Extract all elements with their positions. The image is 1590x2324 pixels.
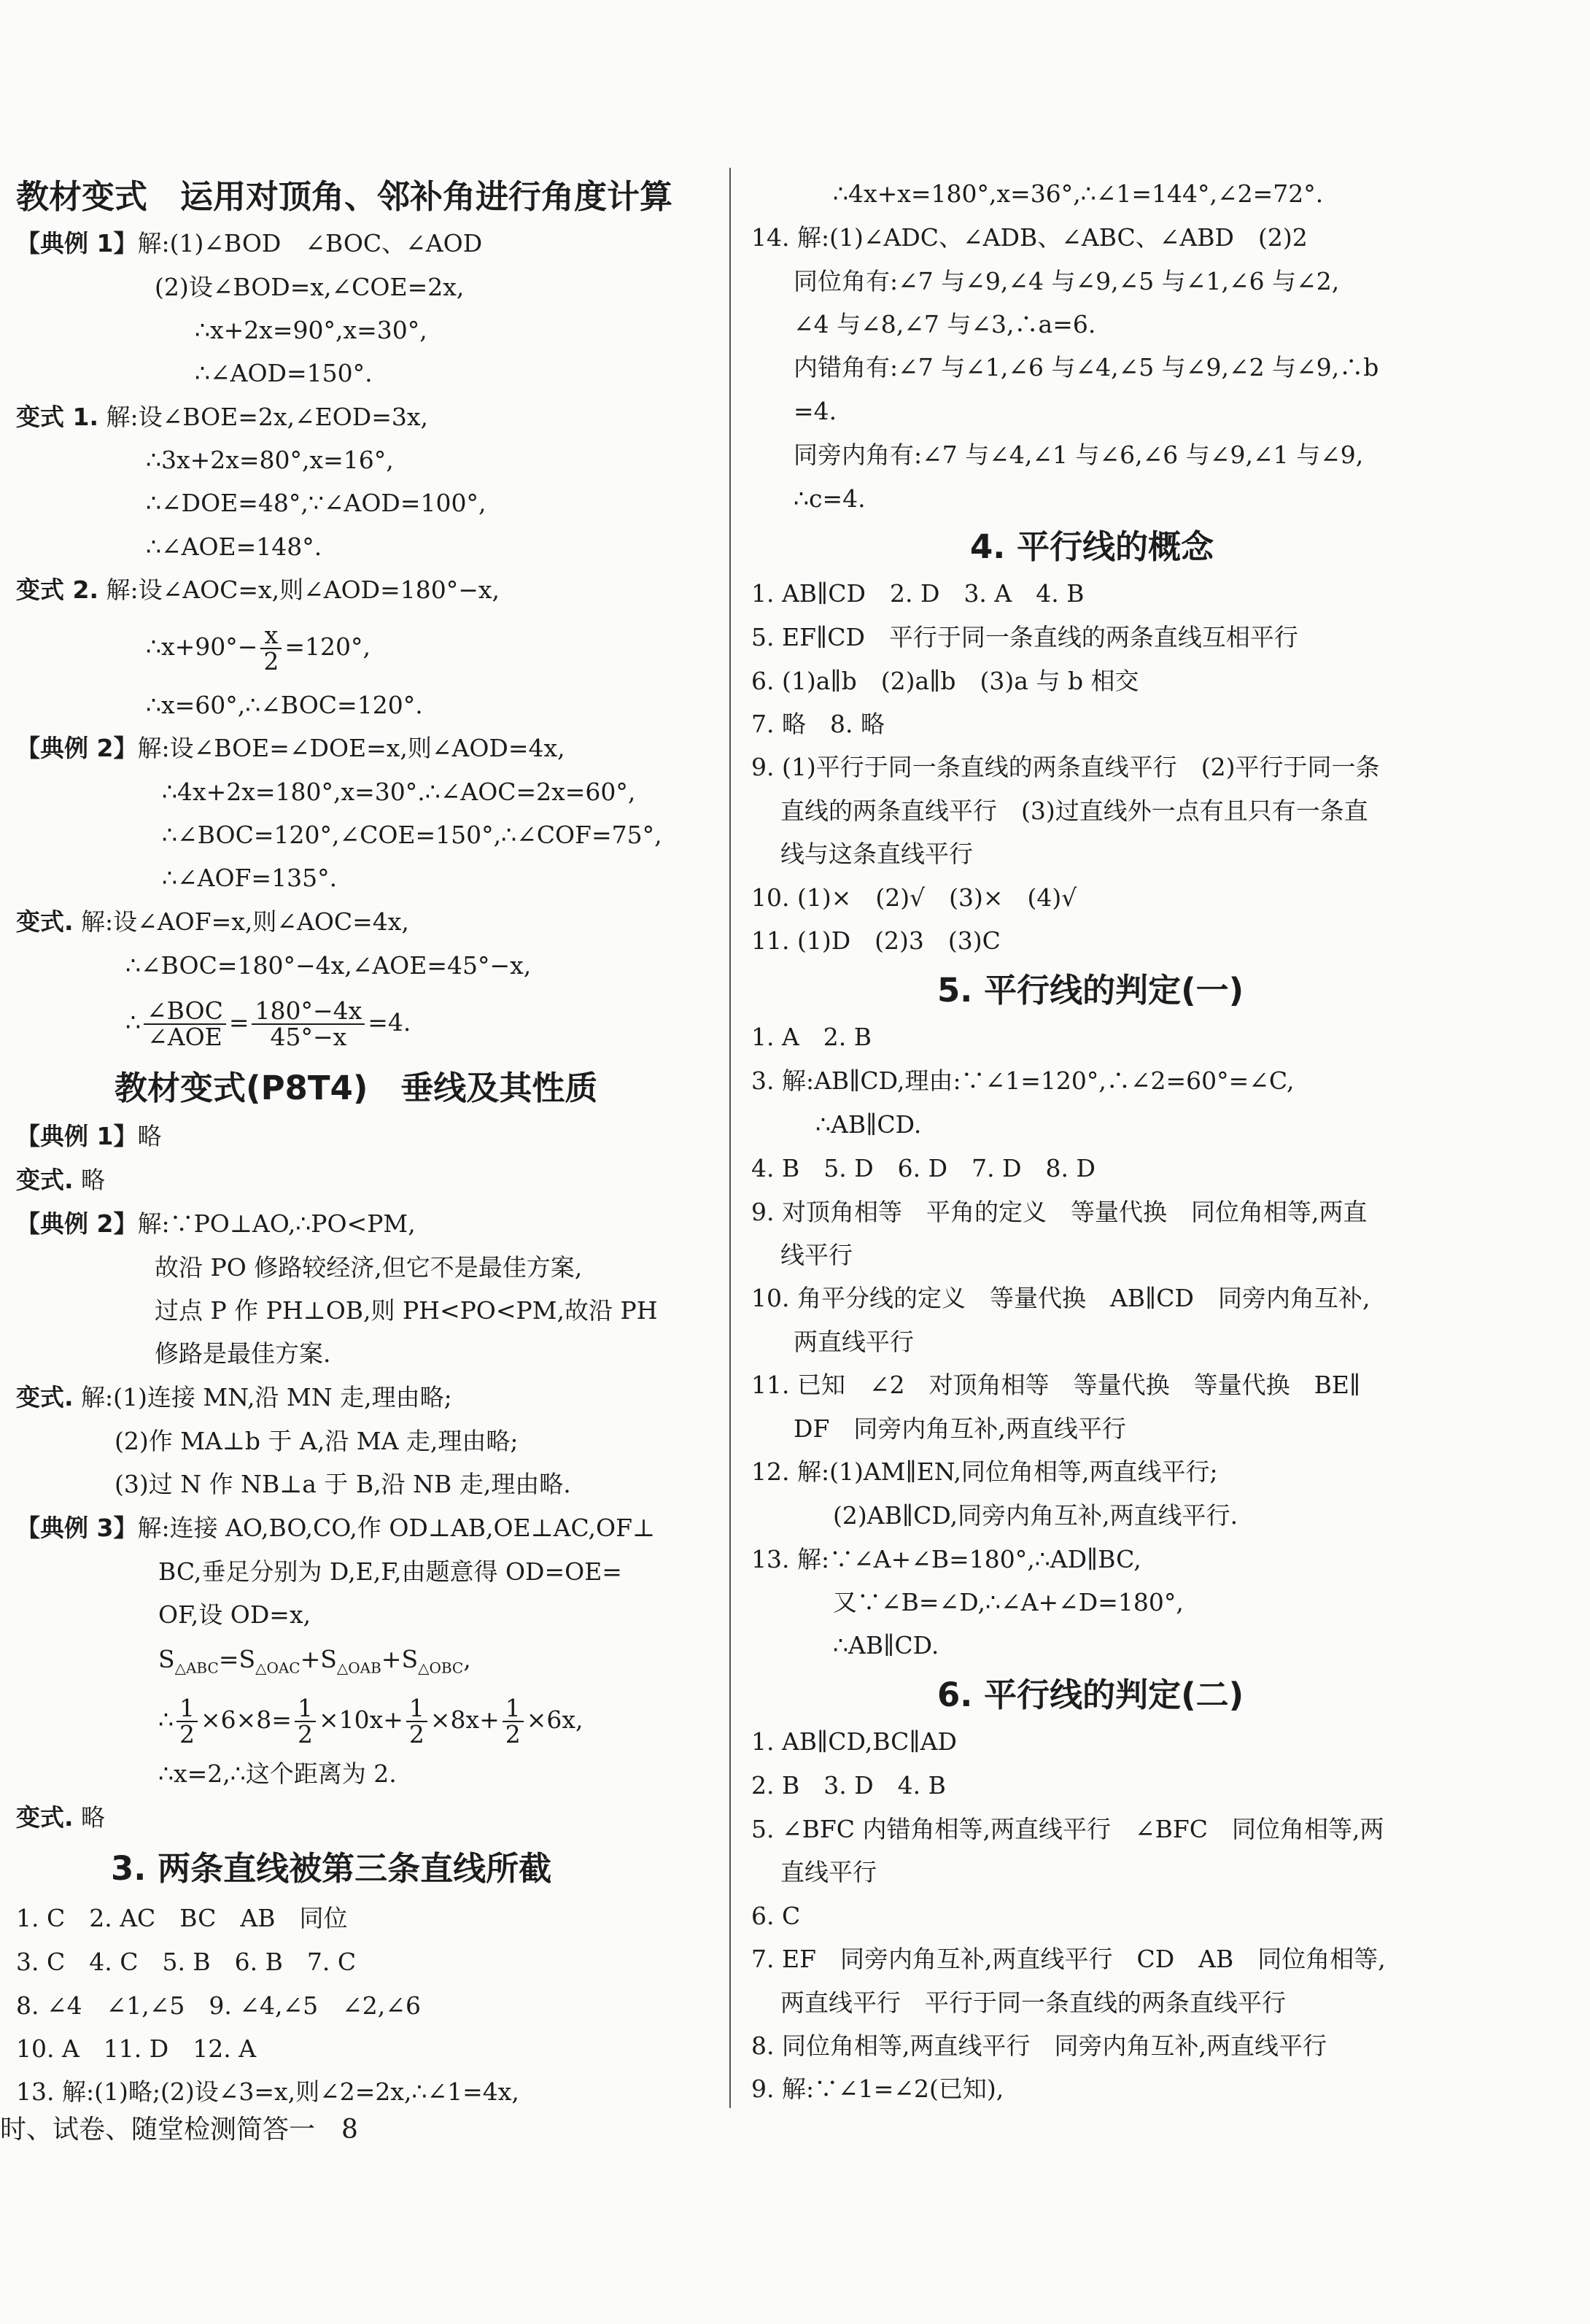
answer-line: 11. 已知 ∠2 对顶角相等 等量代换 等量代换 BE∥ (751, 1371, 1361, 1399)
answer-line: ∠4 与∠8,∠7 与∠3,∴a=6. (794, 310, 1096, 338)
answer-line: 10. 角平分线的定义 等量代换 AB∥CD 同旁内角互补, (751, 1284, 1370, 1312)
section-heading: 教材变式 运用对顶角、邻补角进行角度计算 (16, 177, 673, 216)
fraction (252, 996, 365, 1051)
answer-line: 7. EF 同旁内角互补,两直线平行 CD AB 同位角相等, (751, 1945, 1386, 1973)
answer-line (16, 1120, 161, 1153)
variant-label: 变式. (16, 1383, 74, 1411)
fraction-numerator: 1 (295, 1696, 316, 1722)
answer-text: 解:设∠AOC=x,则∠AOD=180°−x, (98, 576, 500, 604)
subscript: △OAC (255, 1659, 300, 1677)
answer-text: 解:设∠BOE=2x,∠EOD=3x, (98, 403, 429, 431)
answer-line (158, 1691, 583, 1749)
answer-line: OF,设 OD=x, (158, 1600, 311, 1629)
answer-text: 解:设∠BOE=∠DOE=x,则∠AOD=4x, (137, 734, 565, 762)
section-heading: 5. 平行线的判定(一) (937, 971, 1244, 1010)
answer-line: 12. 解:(1)AM∥EN,同位角相等,两直线平行; (751, 1457, 1218, 1486)
answer-line: ∴∠BOC=180°−4x,∠AOE=45°−x, (125, 951, 532, 980)
answer-line (16, 1512, 655, 1544)
answer-line: ∴4x+x=180°,x=36°,∴∠1=144°,∠2=72°. (833, 179, 1324, 208)
answer-line: 9. 解:∵∠1=∠2(已知), (751, 2075, 1004, 2103)
subscript: △OBC (418, 1659, 464, 1677)
answer-line (16, 1164, 105, 1196)
answer-line: 线与这条直线平行 (780, 840, 973, 868)
answer-text: ×10x+ (318, 1705, 403, 1734)
answer-line (16, 1382, 452, 1414)
answer-line: 直线平行 (780, 1858, 877, 1886)
answer-line: 线平行 (780, 1241, 853, 1269)
fraction (177, 1696, 198, 1747)
answer-line (16, 1802, 105, 1834)
answer-line: ∴x=2,∴这个距离为 2. (158, 1759, 397, 1788)
subscript: △ABC (174, 1659, 219, 1677)
answer-text: 解:∵PO⊥AO,∴PO<PM, (137, 1209, 416, 1238)
answer-line: 5. EF∥CD 平行于同一条直线的两条直线互相平行 (751, 623, 1298, 651)
answer-line: 14. 解:(1)∠ADC、∠ADB、∠ABC、∠ABD (2)2 (751, 223, 1308, 252)
answer-line: ∴∠AOE=148°. (146, 532, 322, 561)
answer-text: , (463, 1645, 471, 1673)
answer-line: ∴x=60°,∴∠BOC=120°. (146, 691, 423, 719)
answer-line (16, 732, 565, 764)
answer-line: 9. 对顶角相等 平角的定义 等量代换 同位角相等,两直 (751, 1198, 1368, 1226)
variant-label: 变式. (16, 1166, 74, 1194)
fraction-numerator: 180°−4x (252, 999, 365, 1025)
fraction-numerator: 1 (503, 1696, 524, 1722)
answer-text: ∴ (158, 1705, 174, 1734)
fraction (295, 1696, 316, 1747)
fraction-denominator: 2 (179, 1720, 195, 1748)
example-label: 【典例 2】 (16, 1209, 138, 1238)
fraction-numerator: 1 (406, 1696, 427, 1722)
answer-line: 8. ∠4 ∠1,∠5 9. ∠4,∠5 ∠2,∠6 (16, 1991, 421, 2020)
answer-line: 11. (1)D (2)3 (3)C (751, 926, 1001, 955)
answer-line: 7. 略 8. 略 (751, 710, 885, 738)
answer-line: 同旁内角有:∠7 与∠4,∠1 与∠6,∠6 与∠9,∠1 与∠9, (794, 441, 1364, 469)
answer-line: 10. (1)× (2)√ (3)× (4)√ (751, 883, 1077, 912)
fraction-numerator: x (260, 623, 282, 649)
answer-line: 1. AB∥CD 2. D 3. A 4. B (751, 579, 1085, 608)
answer-line: 内错角有:∠7 与∠1,∠6 与∠4,∠5 与∠9,∠2 与∠9,∴b (794, 353, 1379, 381)
answer-line: ∴x+2x=90°,x=30°, (195, 316, 427, 344)
example-label: 【典例 1】 (16, 1122, 138, 1150)
answer-line: ∴∠AOD=150°. (195, 359, 373, 387)
fraction (406, 1696, 427, 1747)
fraction (260, 623, 282, 674)
answer-text: 解:设∠AOF=x,则∠AOC=4x, (73, 907, 409, 936)
answer-line: DF 同旁内角互补,两直线平行 (794, 1414, 1126, 1443)
page-footer: 时、试卷、随堂检测简答一 8 (0, 2115, 358, 2145)
answer-line: 又∵∠B=∠D,∴∠A+∠D=180°, (833, 1588, 1184, 1616)
answer-line: 2. B 3. D 4. B (751, 1771, 946, 1800)
answer-text: =120°, (284, 632, 371, 661)
answer-text: =4. (368, 1008, 411, 1037)
answer-text: ∴x+90°− (146, 632, 258, 661)
answer-line: ∴4x+2x=180°,x=30°.∴∠AOC=2x=60°, (162, 778, 636, 806)
answer-line: ∴∠AOF=135°. (162, 864, 338, 892)
answer-text: +S (300, 1645, 337, 1673)
section-heading: 6. 平行线的判定(二) (937, 1676, 1244, 1714)
answer-line: ∴3x+2x=80°,x=16°, (146, 446, 394, 474)
fraction-numerator: 1 (177, 1696, 198, 1722)
variant-label: 变式 1. (16, 403, 98, 431)
answer-line: 同位角有:∠7 与∠9,∠4 与∠9,∠5 与∠1,∠6 与∠2, (794, 267, 1340, 295)
answer-line (16, 574, 500, 606)
column-divider (729, 168, 731, 2108)
answer-line: 两直线平行 平行于同一条直线的两条直线平行 (780, 1988, 1286, 2017)
fraction-denominator: ∠AOE (147, 1023, 222, 1051)
answer-text: +S (381, 1645, 419, 1673)
answer-line (16, 1208, 416, 1240)
answer-line: ∴AB∥CD. (815, 1110, 922, 1139)
answer-line (16, 228, 482, 260)
answer-text: 解:(1)连接 MN,沿 MN 走,理由略; (73, 1383, 452, 1411)
answer-line: 9. (1)平行于同一条直线的两条直线平行 (2)平行于同一条 (751, 753, 1380, 781)
fraction-denominator: 45°−x (270, 1023, 347, 1051)
answer-line: 8. 同位角相等,两直线平行 同旁内角互补,两直线平行 (751, 2031, 1327, 2060)
answer-line: 直线的两条直线平行 (3)过直线外一点有且只有一条直 (780, 797, 1368, 825)
fraction-denominator: 2 (408, 1720, 424, 1748)
answer-line: 1. C 2. AC BC AB 同位 (16, 1904, 348, 1932)
answer-line: 6. (1)a∥b (2)a∥b (3)a 与 b 相交 (751, 667, 1139, 695)
answer-line: ∴∠BOC=120°,∠COE=150°,∴∠COF=75°, (162, 821, 662, 849)
answer-line: 1. A 2. B (751, 1023, 872, 1051)
answer-line: ∴∠DOE=48°,∵∠AOD=100°, (146, 489, 486, 517)
answer-line: 3. 解:AB∥CD,理由:∵∠1=120°,∴∠2=60°=∠C, (751, 1066, 1295, 1095)
answer-line: 4. B 5. D 6. D 7. D 8. D (751, 1154, 1095, 1182)
section-heading: 3. 两条直线被第三条直线所截 (111, 1849, 552, 1888)
area-equation (158, 1643, 471, 1684)
example-label: 【典例 1】 (16, 229, 138, 257)
answer-line: 3. C 4. C 5. B 6. B 7. C (16, 1948, 357, 1976)
answer-line: 13. 解:(1)略;(2)设∠3=x,则∠2=2x,∴∠1=4x, (16, 2077, 519, 2106)
subscript: △OAB (336, 1659, 381, 1677)
fraction-denominator: 2 (263, 647, 279, 675)
fraction (503, 1696, 524, 1747)
fraction-denominator: 2 (297, 1720, 313, 1748)
answer-line: ∴AB∥CD. (833, 1631, 939, 1659)
variant-label: 变式. (16, 1803, 74, 1832)
answer-line: (3)过 N 作 NB⊥a 于 B,沿 NB 走,理由略. (115, 1470, 571, 1498)
section-heading: 教材变式(P8T4) 垂线及其性质 (115, 1069, 598, 1107)
answer-line: 10. A 11. D 12. A (16, 2034, 257, 2063)
answer-text: ∴ (125, 1008, 141, 1037)
fraction-numerator: ∠BOC (144, 999, 226, 1025)
answer-line: (2)作 MA⊥b 于 A,沿 MA 走,理由略; (115, 1427, 519, 1455)
answer-line (146, 623, 371, 674)
answer-line: 故沿 PO 修路较经济,但它不是最佳方案, (155, 1253, 583, 1282)
fraction-denominator: 2 (505, 1720, 521, 1748)
answer-text: ×6×8= (201, 1705, 292, 1734)
answer-line: (2)设∠BOD=x,∠COE=2x, (155, 273, 465, 301)
variant-label: 变式. (16, 907, 74, 936)
answer-line: 过点 P 作 PH⊥OB,则 PH<PO<PM,故沿 PH (155, 1296, 658, 1325)
answer-text: = (228, 1008, 249, 1037)
answer-text: =S (218, 1645, 256, 1673)
answer-text: ×8x+ (430, 1705, 500, 1734)
answer-text: 略 (73, 1803, 106, 1832)
answer-text: 略 (137, 1122, 162, 1150)
answer-line: 6. C (751, 1902, 801, 1930)
answer-text: 解:连接 AO,BO,CO,作 OD⊥AB,OE⊥AC,OF⊥ (137, 1514, 656, 1542)
answer-text: S (158, 1645, 175, 1673)
answer-text: ×6x, (526, 1705, 583, 1734)
answer-line: 两直线平行 (794, 1328, 914, 1356)
fraction (144, 996, 226, 1051)
answer-line: 13. 解:∵∠A+∠B=180°,∴AD∥BC, (751, 1545, 1141, 1573)
example-label: 【典例 3】 (16, 1514, 138, 1542)
answer-text: 解:(1)∠BOD ∠BOC、∠AOD (137, 229, 483, 257)
answer-line (16, 906, 409, 938)
answer-line: BC,垂足分别为 D,E,F,由题意得 OD=OE= (158, 1557, 622, 1586)
answer-line: 修路是最佳方案. (155, 1339, 331, 1368)
answer-line: =4. (794, 397, 837, 425)
answer-line: (2)AB∥CD,同旁内角互补,两直线平行. (833, 1501, 1238, 1530)
answer-line: ∴c=4. (794, 484, 866, 513)
variant-label: 变式 2. (16, 576, 98, 604)
example-label: 【典例 2】 (16, 734, 138, 762)
answer-line (125, 993, 411, 1052)
answer-line (16, 401, 428, 433)
answer-line: 1. AB∥CD,BC∥AD (751, 1727, 957, 1756)
section-heading: 4. 平行线的概念 (970, 527, 1214, 566)
answer-line: 5. ∠BFC 内错角相等,两直线平行 ∠BFC 同位角相等,两 (751, 1815, 1384, 1843)
answer-text: 略 (73, 1166, 106, 1194)
